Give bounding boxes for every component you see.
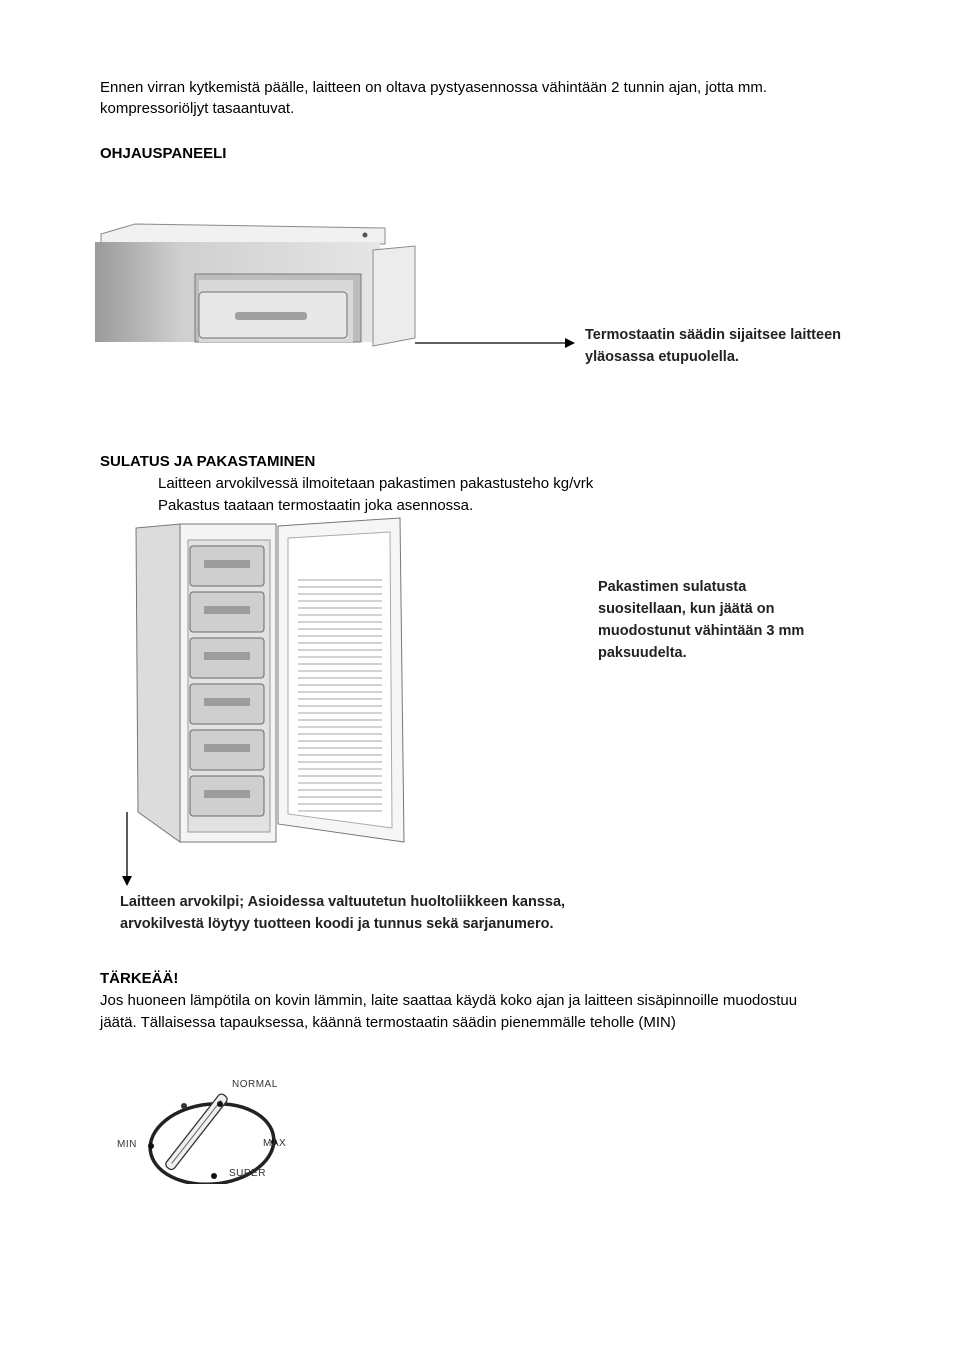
dial-label-min: MIN [117,1139,137,1150]
dial-dot-normal [217,1101,223,1107]
intro-line-2: kompressoriöljyt tasaantuvat. [100,100,295,117]
thermostat-caption-line-1: Termostaatin säädin sijaitsee laitteen [585,327,841,343]
defrost-line-1: Laitteen arvokilvessä ilmoitetaan pakastimen pakastusteho kg/vrk [158,475,594,492]
rating-plate-line-2: arvokilvestä löytyy tuotteen koodi ja tunnus sekä sarjanumero. [120,916,554,932]
arrow-to-thermostat [415,336,575,350]
important-heading: TÄRKEÄÄ! [100,970,179,987]
dial-dot-super [211,1173,217,1179]
important-line-2: jäätä. Tällaisessa tapauksessa, käännä termostaatin säädin pienemmälle teholle (MIN) [100,1014,676,1031]
drawer-handle [204,698,250,706]
defrost-heading: SULATUS JA PAKASTAMINEN [100,453,316,470]
control-panel-heading: OHJAUSPANEELI [100,145,227,162]
thermostat-caption-line-2: yläosassa etupuolella. [585,349,739,365]
drawer-handle [204,652,250,660]
drawer-handle [204,790,250,798]
defrost-note-line-3: muodostunut vähintään 3 mm [598,623,805,639]
rating-plate-line-1: Laitteen arvokilpi; Asioidessa valtuutetun huoltoliikkeen kanssa, [120,894,566,910]
defrost-note-line-2: suositellaan, kun jäätä on [598,601,775,617]
dial-label-normal: NORMAL [232,1079,278,1090]
drawer-handle [204,744,250,752]
intro-line-1: Ennen virran kytkemistä päälle, laitteen on oltava pystyasennossa vähintään 2 tunnin ajan, jotta mm. [100,79,768,96]
defrost-note-line-4: paksuudelta. [598,645,687,661]
important-line-1: Jos huoneen lämpötila on kovin lämmin, laite saattaa käydä koko ajan ja laitteen sisäpinnoille muodostuu [100,992,798,1009]
drawer-handle [204,606,250,614]
freezer-top-photo [95,222,417,352]
dial-label-super: SUPER [229,1168,266,1179]
arrow-to-rating-plate [120,812,134,886]
defrost-line-2: Pakastus taataan termostaatin joka asennossa. [158,497,474,514]
dial-dot-min [148,1143,154,1149]
defrost-note-line-1: Pakastimen sulatusta [598,579,747,595]
upright-freezer-photo [132,516,412,846]
dial-label-max: MAX [263,1138,287,1149]
drawer-handle [204,560,250,568]
thermostat-dial [116,1076,306,1184]
